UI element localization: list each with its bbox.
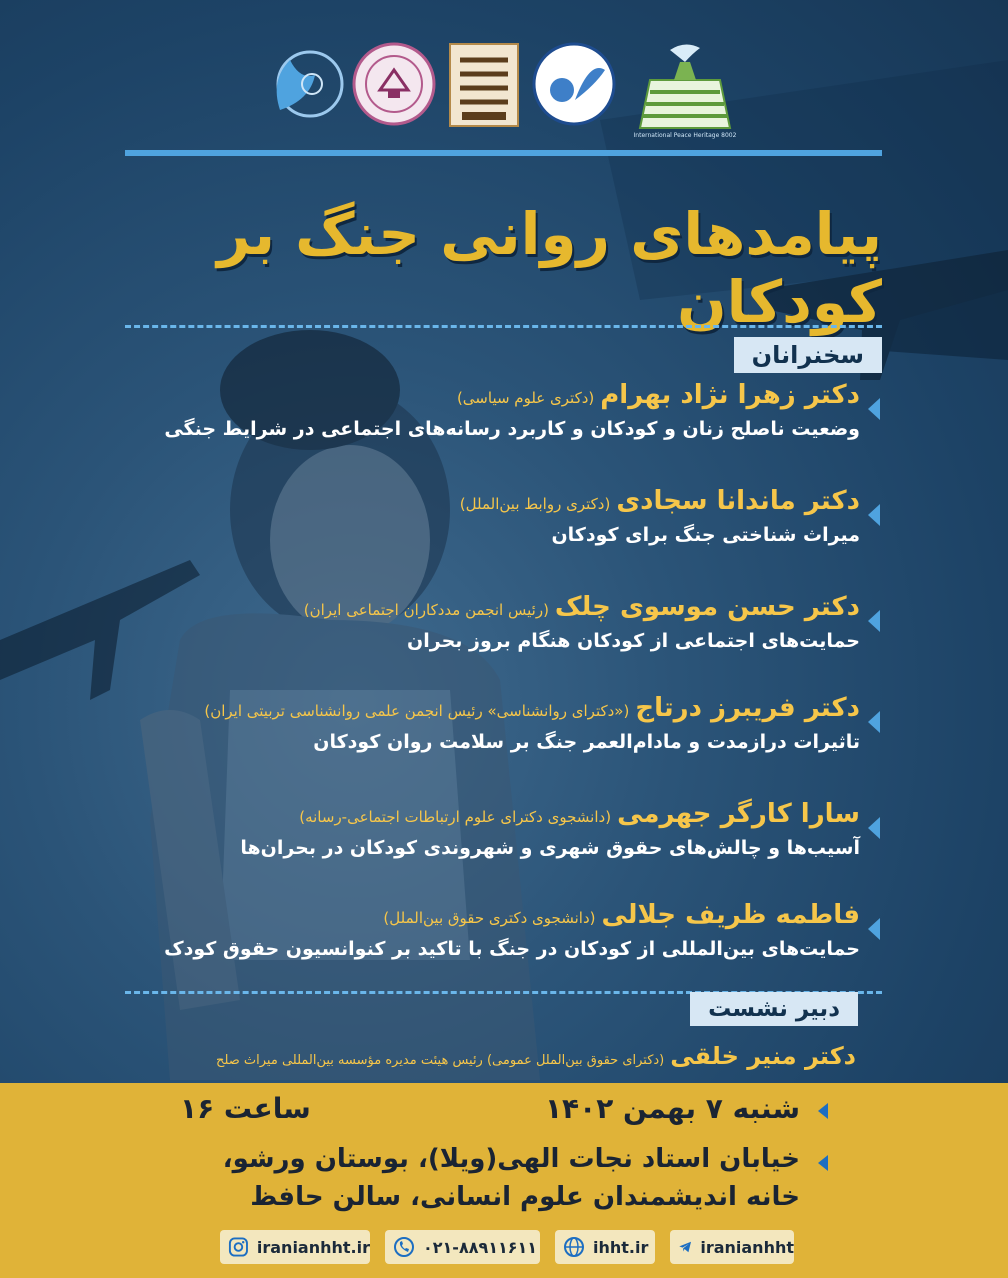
- phone-contact[interactable]: [385, 1230, 540, 1264]
- partner-logos: [250, 40, 770, 140]
- event-time: ساعت ۱۶: [180, 1092, 311, 1125]
- title-divider: [125, 325, 882, 328]
- instagram-icon: [228, 1236, 249, 1258]
- telegram-contact[interactable]: [670, 1230, 794, 1264]
- phone-icon: [393, 1236, 415, 1258]
- speaker-credential: (رئیس انجمن مددکاران اجتماعی ایران): [303, 601, 549, 619]
- speaker-credential: (دانشجوی دکترای علوم ارتباطات اجتماعی-رسانه): [299, 808, 612, 826]
- secretary-label: دبیر نشست: [690, 992, 858, 1026]
- logo-caption: International Peace Heritage 8002: [633, 132, 737, 139]
- speaker-credential: («دکترای روانشناسی» رئیس انجمن علمی روانشناسی تربیتی ایران): [204, 702, 630, 720]
- secretary: [8, 1042, 1008, 1070]
- address-line-1: خیابان استاد نجات الهی(ویلا)، بوستان ورشو،: [222, 1144, 800, 1174]
- telegram-icon: [678, 1236, 692, 1258]
- speaker-1: [108, 380, 1008, 440]
- speaker-topic: حمایت‌های بین‌المللی از کودکان در جنگ با تاکید بر کنوانسیون حقوق کودک: [164, 938, 860, 960]
- secretary-name: دکتر منیر خلقی: [670, 1042, 856, 1070]
- speaker-5: [108, 799, 1008, 859]
- speaker-6: [108, 900, 1008, 960]
- speaker-name: دکتر فریبرز درتاج: [635, 693, 860, 723]
- instagram-handle: iranianhht.ir: [256, 1237, 370, 1257]
- speaker-credential: (دکتری علوم سیاسی): [456, 389, 595, 407]
- speaker-credential: (دکتری روابط بین‌الملل): [459, 495, 611, 513]
- speaker-name: دکتر حسن موسوی چلک: [554, 592, 860, 622]
- speaker-4: [108, 693, 1008, 753]
- speaker-name: دکتر زهرا نژاد بهرام: [600, 380, 860, 410]
- speaker-topic: تاثیرات درازمدت و مادام‌العمر جنگ بر سلامت روان کودکان: [313, 731, 860, 753]
- website-url: ihht.ir: [593, 1237, 649, 1257]
- peace-studies-association-logo: [530, 40, 618, 128]
- house-of-humanities-thinkers-logo: [440, 40, 528, 128]
- speaker-name: سارا کارگر جهرمی: [617, 799, 860, 829]
- iranian-peace-heritage-logo: [630, 40, 740, 140]
- speaker-credential: (دانشجوی دکتری حقوق بین‌الملل): [383, 909, 596, 927]
- address-line-2: خانه اندیشمندان علوم انسانی، سالن حافظ: [250, 1182, 800, 1212]
- top-divider: [125, 150, 882, 156]
- educational-psychology-association-logo: [260, 40, 348, 128]
- speaker-3: [108, 592, 1008, 652]
- speakers-label: سخنرانان: [734, 337, 882, 373]
- telegram-handle: iranianhht: [700, 1237, 794, 1257]
- globe-icon: [563, 1236, 585, 1258]
- poster-title: پیامدهای روانی جنگ بر کودکان: [217, 200, 882, 336]
- event-date: شنبه ۷ بهمن ۱۴۰۲: [544, 1092, 800, 1125]
- speaker-name: فاطمه ظریف جلالی: [601, 900, 860, 930]
- phone-number: ۰۲۱-۸۸۹۱۱۶۱۱: [423, 1237, 538, 1257]
- social-workers-association-logo: [350, 40, 438, 128]
- speaker-name: دکتر ماندانا سجادی: [616, 486, 860, 516]
- secretary-credential: (دکترای حقوق بین‌الملل عمومی) رئیس هیئت مدیره مؤسسه بین‌المللی میراث صلح: [216, 1053, 665, 1068]
- website-contact[interactable]: [555, 1230, 655, 1264]
- speaker-topic: میراث شناختی جنگ برای کودکان: [551, 524, 860, 546]
- speaker-topic: وضعیت ناصلح زنان و کودکان و کاربرد رسانه‌های اجتماعی در شرایط جنگی: [164, 418, 860, 440]
- speaker-topic: آسیب‌ها و چالش‌های حقوق شهری و شهروندی کودکان در بحران‌ها: [240, 837, 860, 859]
- speaker-2: [108, 486, 1008, 546]
- speaker-topic: حمایت‌های اجتماعی از کودکان هنگام بروز بحران: [407, 630, 860, 652]
- instagram-contact[interactable]: [220, 1230, 370, 1264]
